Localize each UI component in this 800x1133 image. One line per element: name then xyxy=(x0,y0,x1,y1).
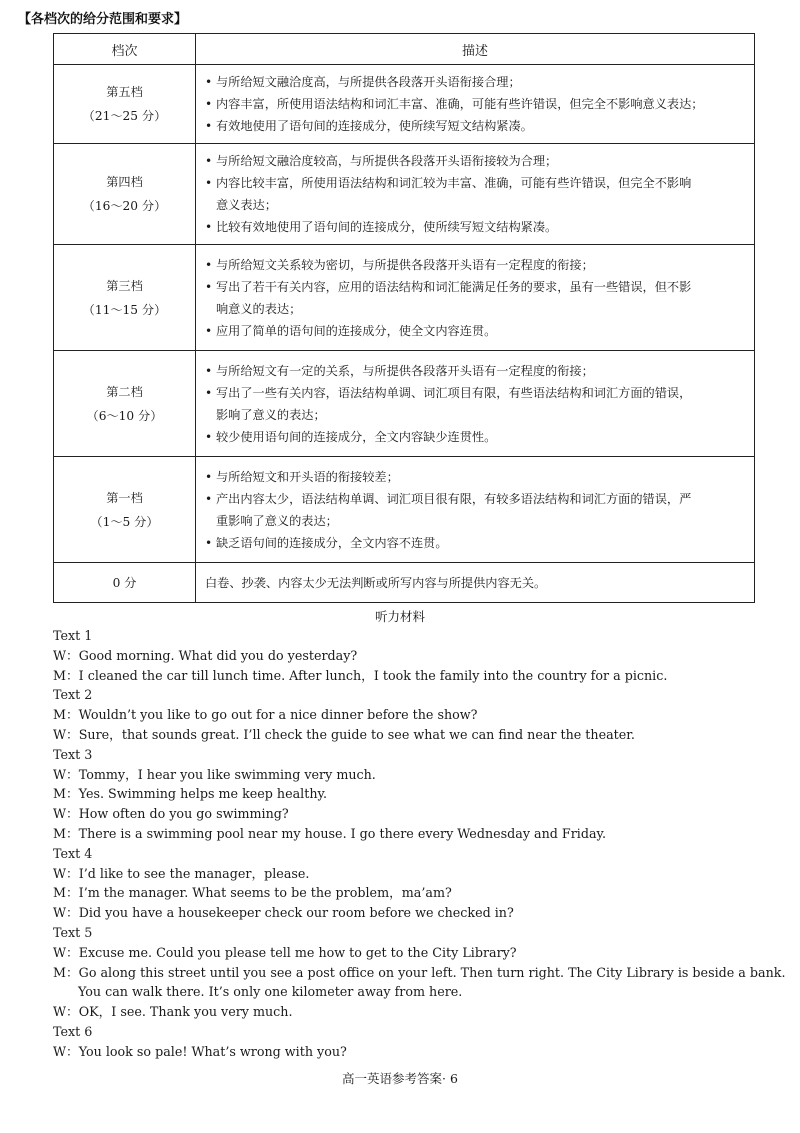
table-row xyxy=(54,144,755,245)
description-cell xyxy=(196,563,755,603)
criterion-item xyxy=(205,532,748,554)
criterion-text: 响意义的表达； xyxy=(216,301,302,316)
dialogue-line: M：I cleaned the car till lunch time. After lunch，I took the family into the country for a picnic. xyxy=(53,667,668,683)
listening-transcript xyxy=(53,626,786,1062)
criterion-text: 与所给短文和开头语的衔接较差； xyxy=(216,469,399,484)
criterion-item xyxy=(205,276,748,320)
level-score-range: （21～25 分） xyxy=(82,109,167,123)
dialogue-line: W：OK，I see. Thank you very much. xyxy=(53,1004,293,1020)
dialogue-line: You can walk there. It’s only one kilometer away from here. xyxy=(78,984,463,1000)
criterion-text: 有效地使用了语句间的连接成分，使所续写短文结构紧凑。 xyxy=(216,119,533,133)
bullet-icon: • xyxy=(205,119,213,133)
description-cell xyxy=(196,144,755,245)
level-name: 第五档 xyxy=(106,85,143,99)
criterion-text: 影响了意义的表达； xyxy=(216,407,326,422)
table-row xyxy=(54,457,755,563)
header-description: 描述 xyxy=(196,34,755,65)
description-cell xyxy=(196,457,755,563)
listening-material-title: 听力材料 xyxy=(374,609,425,624)
criterion-text: 产出内容太少，语法结构单调、词汇项目很有限，有较多语法结构和词汇方面的错误，严 xyxy=(216,491,692,506)
level-score-range: （11～15 分） xyxy=(82,302,167,317)
criterion-text: 较少使用语句间的连接成分，全文内容缺少连贯性。 xyxy=(216,429,497,444)
bullet-icon: • xyxy=(205,75,213,89)
description-cell xyxy=(196,351,755,457)
dialogue-line: M：Wouldn’t you like to go out for a nice dinner before the show? xyxy=(53,707,478,723)
table-row xyxy=(54,351,755,457)
criterion-text: 内容丰富，所使用语法结构和词汇丰富、准确，可能有些许错误，但完全不影响意义表达； xyxy=(216,97,704,111)
bullet-icon: • xyxy=(205,491,213,506)
description-cell xyxy=(196,65,755,144)
criterion-text: 与所给短文关系较为密切，与所提供各段落开头语有一定程度的衔接； xyxy=(216,257,594,272)
text-label: Text 1 xyxy=(53,628,93,643)
criterion-text: 白卷、抄袭、内容太少无法判断或所写内容与所提供内容无关。 xyxy=(205,575,547,590)
criterion-text: 意义表达； xyxy=(216,198,277,212)
dialogue-line: W：Tommy，I hear you like swimming very much. xyxy=(53,766,376,782)
dialogue-line: W：I’d like to see the manager，please. xyxy=(53,865,310,881)
text-label: Text 5 xyxy=(53,924,93,940)
criterion-item xyxy=(205,488,748,532)
level-cell xyxy=(54,144,196,245)
criterion-item xyxy=(205,426,748,448)
bullet-icon: • xyxy=(205,469,213,484)
text-label: Text 2 xyxy=(53,687,93,703)
level-score-range: （16～20 分） xyxy=(82,199,167,213)
dialogue-line: W：Good morning. What did you do yesterday? xyxy=(53,647,358,663)
level-cell xyxy=(54,351,196,457)
level-score-range: （6～10 分） xyxy=(86,408,163,423)
criterion-item xyxy=(205,466,748,488)
dialogue-line: W：Did you have a housekeeper check our room before we checked in? xyxy=(53,905,514,921)
dialogue-line: W：How often do you go swimming? xyxy=(53,806,289,822)
bullet-icon: • xyxy=(205,257,213,272)
table-header-row xyxy=(54,34,755,65)
criterion-item xyxy=(205,71,748,93)
bullet-icon: • xyxy=(205,385,213,400)
header-level: 档次 xyxy=(54,34,196,65)
criterion-item xyxy=(205,382,748,426)
dialogue-line: M：Go along this street until you see a post office on your left. Then turn right. The City Library is beside a bank. xyxy=(53,964,786,980)
text-label: Text 3 xyxy=(53,746,93,762)
table-row xyxy=(54,245,755,351)
level-name: 第四档 xyxy=(106,175,143,189)
rubric-body xyxy=(54,65,755,603)
level-score-range: （1～5 分） xyxy=(90,514,159,529)
dialogue-line: M：Yes. Swimming helps me keep healthy. xyxy=(53,786,328,802)
bullet-icon: • xyxy=(205,97,213,111)
criterion-item xyxy=(205,254,748,276)
criterion-text: 与所给短文融洽度高，与所提供各段落开头语衔接合理； xyxy=(216,75,521,89)
bullet-icon: • xyxy=(205,323,213,338)
criterion-text: 与所给短文有一定的关系，与所提供各段落开头语有一定程度的衔接； xyxy=(216,363,594,378)
criterion-text: 写出了若干有关内容，应用的语法结构和词汇能满足任务的要求，虽有一些错误，但不影 xyxy=(216,279,692,294)
description-cell xyxy=(196,245,755,351)
text-label: Text 6 xyxy=(53,1023,93,1039)
table-row xyxy=(54,563,755,603)
dialogue-line: W：Excuse me. Could you please tell me how to get to the City Library? xyxy=(53,944,517,960)
criterion-item xyxy=(205,93,748,115)
criterion-text: 重影响了意义的表达； xyxy=(216,513,338,528)
bullet-icon: • xyxy=(205,363,213,378)
bullet-icon: • xyxy=(205,176,213,190)
bullet-icon: • xyxy=(205,154,213,168)
dialogue-line: M：There is a swimming pool near my house. I go there every Wednesday and Friday. xyxy=(53,825,607,841)
dialogue-line: W：You look so pale! What’s wrong with you? xyxy=(53,1043,347,1059)
criterion-item xyxy=(205,150,748,172)
rubric-heading: 【各档次的给分范围和要求】 xyxy=(18,12,188,27)
bullet-icon: • xyxy=(205,220,213,234)
criterion-item xyxy=(205,115,748,137)
level-name: 第三档 xyxy=(106,278,143,293)
criterion-text: 写出了一些有关内容，语法结构单调、词汇项目有限，有些语法结构和词汇方面的错误， xyxy=(216,385,692,400)
level-cell xyxy=(54,65,196,144)
bullet-icon: • xyxy=(205,429,213,444)
text-label: Text 4 xyxy=(53,845,93,861)
criterion-text: 应用了简单的语句间的连接成分，使全文内容连贯。 xyxy=(216,323,497,338)
level-cell xyxy=(54,457,196,563)
table-row xyxy=(54,65,755,144)
level-name: 0 分 xyxy=(112,575,137,590)
dialogue-line: M：I’m the manager. What seems to be the problem，ma’am? xyxy=(53,885,452,901)
criterion-item xyxy=(205,216,748,238)
criterion-text: 与所给短文融洽度较高，与所提供各段落开头语衔接较为合理； xyxy=(216,154,558,168)
page-footer: 高一英语参考答案· 6 xyxy=(342,1071,458,1086)
level-name: 第一档 xyxy=(106,490,143,505)
scoring-rubric-table xyxy=(53,33,755,603)
level-cell xyxy=(54,245,196,351)
bullet-icon: • xyxy=(205,279,213,294)
criterion-text: 比较有效地使用了语句间的连接成分，使所续写短文结构紧凑。 xyxy=(216,220,558,234)
bullet-icon: • xyxy=(205,535,213,550)
level-cell xyxy=(54,563,196,603)
criterion-text: 缺乏语句间的连接成分，全文内容不连贯。 xyxy=(216,535,448,550)
dialogue-line: W：Sure，that sounds great. I’ll check the guide to see what we can find near the theater. xyxy=(53,726,635,742)
criterion-item xyxy=(205,172,748,216)
criterion-item xyxy=(205,320,748,342)
criterion-text: 内容比较丰富，所使用语法结构和词汇较为丰富、准确，可能有些许错误，但完全不影响 xyxy=(216,176,692,190)
criterion-item xyxy=(205,360,748,382)
level-name: 第二档 xyxy=(106,384,143,399)
